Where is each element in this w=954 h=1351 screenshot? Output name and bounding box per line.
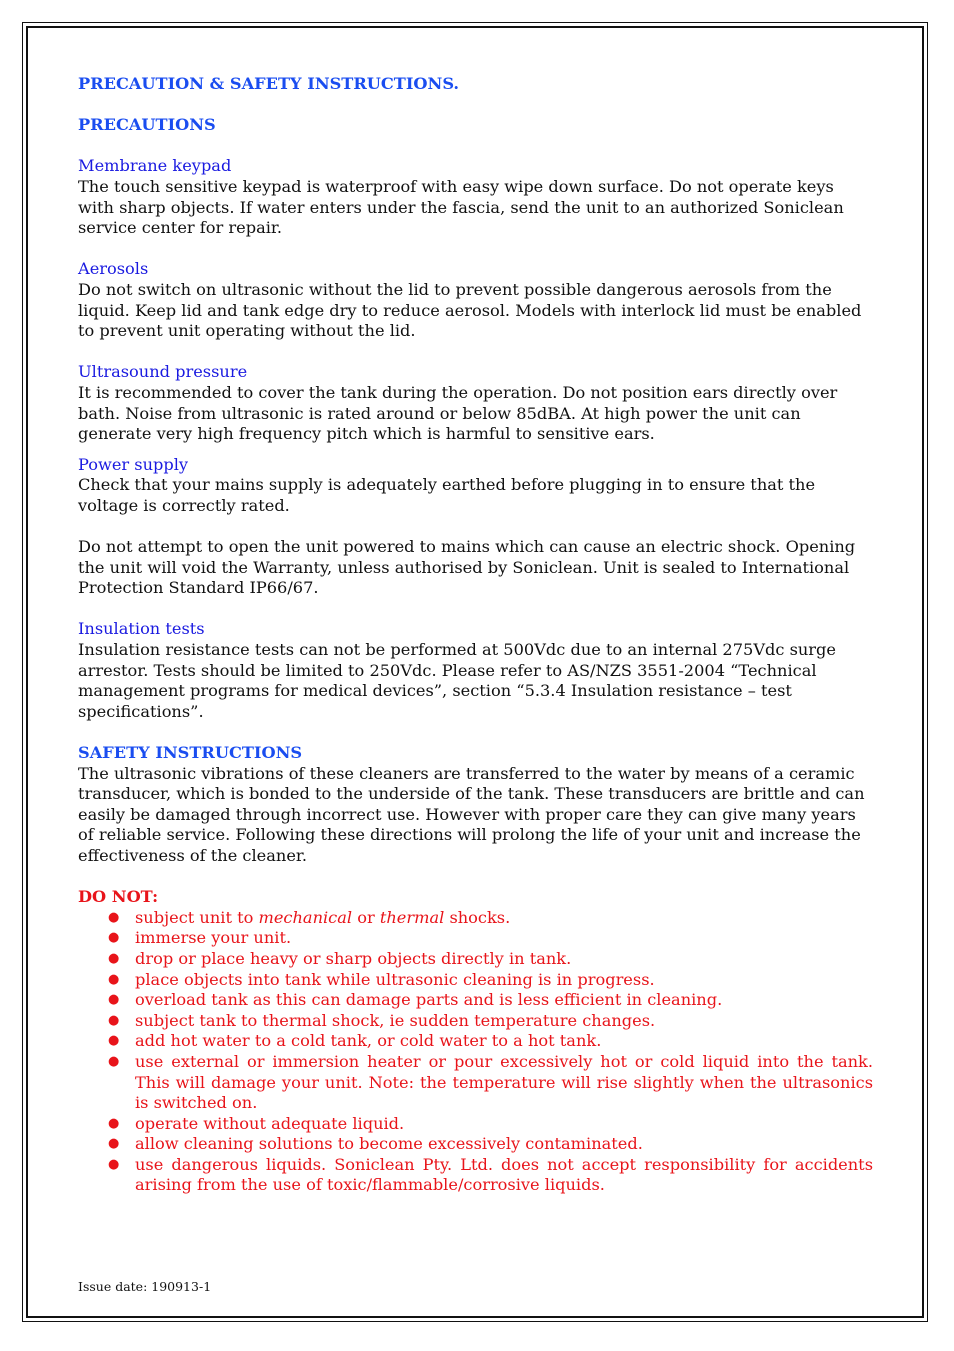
bullet-icon: ● bbox=[108, 1033, 120, 1049]
bullet-icon: ● bbox=[108, 930, 120, 946]
bullet-icon: ● bbox=[108, 1012, 120, 1028]
page-title: PRECAUTION & SAFETY INSTRUCTIONS. bbox=[78, 74, 460, 93]
list-item: ● immerse your unit. bbox=[108, 928, 292, 948]
list-item: ● subject unit to mechanical or thermal shocks. bbox=[108, 907, 511, 927]
list-item: ● allow cleaning solutions to become excessively contaminated. bbox=[108, 1134, 643, 1154]
document-body bbox=[78, 74, 873, 1196]
list-item: ● subject tank to thermal shock, ie sudden temperature changes. bbox=[108, 1010, 656, 1030]
list-item: ● use external or immersion heater or pour excessively hot or cold liquid into the tank. This will damage your unit. Note: the temperature will rise slightly when the ultrasonics is switched on. bbox=[108, 1051, 873, 1113]
insulation-text: Insulation resistance tests can not be performed at 500Vdc due to an internal 275Vdc surge arrestor. Tests should be limited to 250Vdc. Please refer to AS/NZS 3551-2004 “Technical management programs for medical devices”, section “5.3.4 Insulation resistance – test specifications”. bbox=[78, 640, 836, 721]
power-text: Check that your mains supply is adequately earthed before plugging in to ensure that the voltage is correctly rated. bbox=[78, 475, 816, 515]
list-item: ● overload tank as this can damage parts and is less efficient in cleaning. bbox=[108, 990, 723, 1010]
ultrasound-text: It is recommended to cover the tank during the operation. Do not position ears directly over bath. Noise from ultrasonic is rated around or below 85dBA. At high power the unit can generate very high frequency pitch which is harmful to sensitive ears. bbox=[78, 382, 838, 444]
list-item: ● drop or place heavy or sharp objects directly in tank. bbox=[108, 948, 572, 968]
bullet-icon: ● bbox=[108, 971, 120, 987]
power-heading: Power supply bbox=[78, 454, 189, 474]
emphasis-mechanical: mechanical bbox=[258, 907, 353, 927]
emphasis-thermal: thermal bbox=[379, 907, 445, 927]
precautions-heading: PRECAUTIONS bbox=[78, 115, 216, 135]
bullet-icon: ● bbox=[108, 909, 120, 925]
list-item: ● place objects into tank while ultrasonic cleaning is in progress. bbox=[108, 969, 655, 989]
bullet-icon: ● bbox=[108, 1115, 120, 1131]
bullet-icon: ● bbox=[108, 992, 120, 1008]
safety-text: The ultrasonic vibrations of these cleaners are transferred to the water by means of a ceramic transducer, which is bonded to the underside of the tank. These transducers are brittle and can easily be damaged through incorrect use. However with proper care they can give many years of reliable service. Following these directions will prolong the life of your unit and increase the effectiveness of the cleaner. bbox=[78, 763, 865, 865]
bullet-icon: ● bbox=[108, 950, 120, 966]
bullet-icon: ● bbox=[108, 1136, 120, 1152]
ultrasound-heading: Ultrasound pressure bbox=[78, 362, 248, 382]
list-item: ● use dangerous liquids. Soniclean Pty. Ltd. does not accept responsibility for accidents arising from the use of toxic/flammable/corrosive liquids. bbox=[108, 1154, 873, 1195]
list-item: ● add hot water to a cold tank, or cold water to a hot tank. bbox=[108, 1031, 602, 1051]
bullet-icon: ● bbox=[108, 1053, 120, 1069]
list-item: ● operate without adequate liquid. bbox=[108, 1113, 405, 1133]
bullet-icon: ● bbox=[108, 1156, 120, 1172]
membrane-heading: Membrane keypad bbox=[78, 156, 232, 176]
power-warning-text: Do not attempt to open the unit powered to mains which can cause an electric shock. Opening the unit will void the Warranty, unless authorised by Soniclean. Unit is sealed to International Protection Standard IP66/67. bbox=[78, 537, 856, 598]
aerosols-text: Do not switch on ultrasonic without the lid to prevent possible dangerous aerosols from the liquid. Keep lid and tank edge dry to reduce aerosol. Models with interlock lid must be enabled to prevent unit operating without the lid. bbox=[78, 279, 862, 341]
safety-heading: SAFETY INSTRUCTIONS bbox=[78, 743, 303, 762]
membrane-text: The touch sensitive keypad is waterproof with easy wipe down surface. Do not operate keys with sharp objects. If water enters under the fascia, send the unit to an authorized Soniclean service center for repair. bbox=[78, 176, 844, 238]
issue-date: Issue date: 190913-1 bbox=[78, 1279, 212, 1294]
aerosols-heading: Aerosols bbox=[78, 259, 149, 279]
do-not-list bbox=[78, 908, 873, 1196]
insulation-heading: Insulation tests bbox=[78, 619, 205, 639]
do-not-heading: DO NOT: bbox=[78, 887, 159, 907]
